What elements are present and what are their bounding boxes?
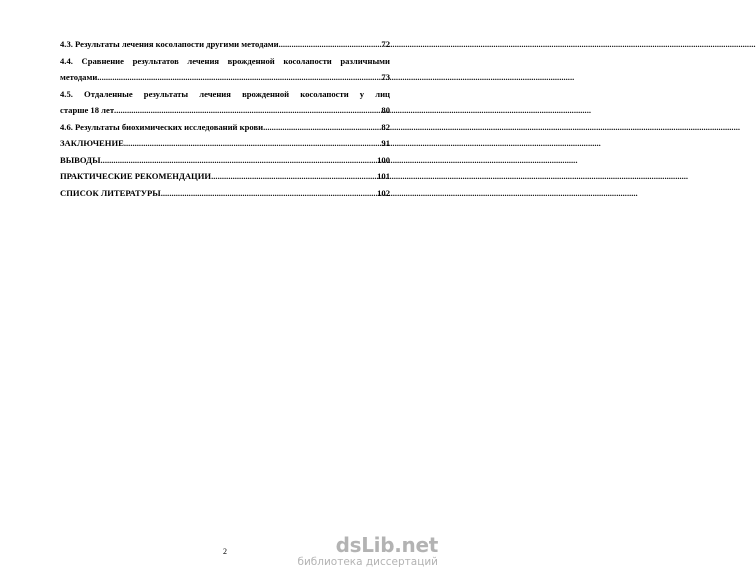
toc-entry-title-line2: методами	[60, 72, 98, 82]
toc-leader-dots	[114, 102, 381, 119]
toc-leader-dots	[263, 119, 381, 136]
toc-entry-4-5	[60, 86, 390, 119]
watermark-logo: dsLib.net	[335, 533, 438, 557]
toc-entry-page: 101	[377, 171, 390, 181]
toc-entry-title: ВЫВОДЫ	[60, 154, 101, 165]
toc-leader-dots	[97, 69, 381, 86]
toc-entry-title-line1: 4.4. Сравнение результатов лечения врожденной косолапости различными	[60, 55, 390, 66]
toc-entry-page: 72	[381, 39, 390, 49]
toc-leader-dots	[101, 152, 378, 169]
toc-leader-dots	[161, 185, 377, 202]
toc-entry-title-line2: старше 18 лет	[60, 105, 115, 115]
toc-entry-recommendations	[60, 168, 390, 185]
toc-entry-title-line1: 4.5. Отдаленные результаты лечения врожденной косолапости у лиц	[60, 88, 390, 99]
watermark	[288, 534, 438, 569]
toc-entry-page: 80	[381, 105, 390, 115]
toc-entry-title: 4.6. Результаты биохимических исследований крови	[60, 121, 264, 132]
toc-entry-4-6	[60, 119, 390, 136]
toc-entry-title: СПИСОК ЛИТЕРАТУРЫ	[60, 187, 161, 198]
toc-leader-dots	[279, 36, 382, 53]
toc-entry-page: 73	[381, 72, 390, 82]
toc-entry-title: ЗАКЛЮЧЕНИЕ	[60, 138, 124, 148]
toc-entry-title: 4.3. Результаты лечения косолапости другими методами	[60, 39, 279, 49]
toc-entry-title: ПРАКТИЧЕСКИЕ РЕКОМЕНДАЦИИ	[60, 171, 212, 181]
page-number: 2	[223, 547, 227, 556]
watermark-tagline: библиотека диссертаций	[297, 556, 438, 568]
toc-entry-references	[60, 185, 390, 202]
toc-entry-page: 82	[381, 121, 390, 132]
toc-leader-dots	[124, 135, 382, 152]
toc-entry-page: 102	[377, 187, 390, 198]
toc-entry-conclusion	[60, 135, 390, 152]
toc-entry-page: 91	[381, 138, 390, 148]
toc-entry-findings	[60, 152, 390, 169]
toc-entry-page: 100	[377, 154, 390, 165]
toc-entry-4-3	[60, 36, 390, 53]
toc-entry-4-4	[60, 53, 390, 86]
table-of-contents	[60, 36, 390, 201]
toc-leader-dots	[211, 168, 377, 185]
